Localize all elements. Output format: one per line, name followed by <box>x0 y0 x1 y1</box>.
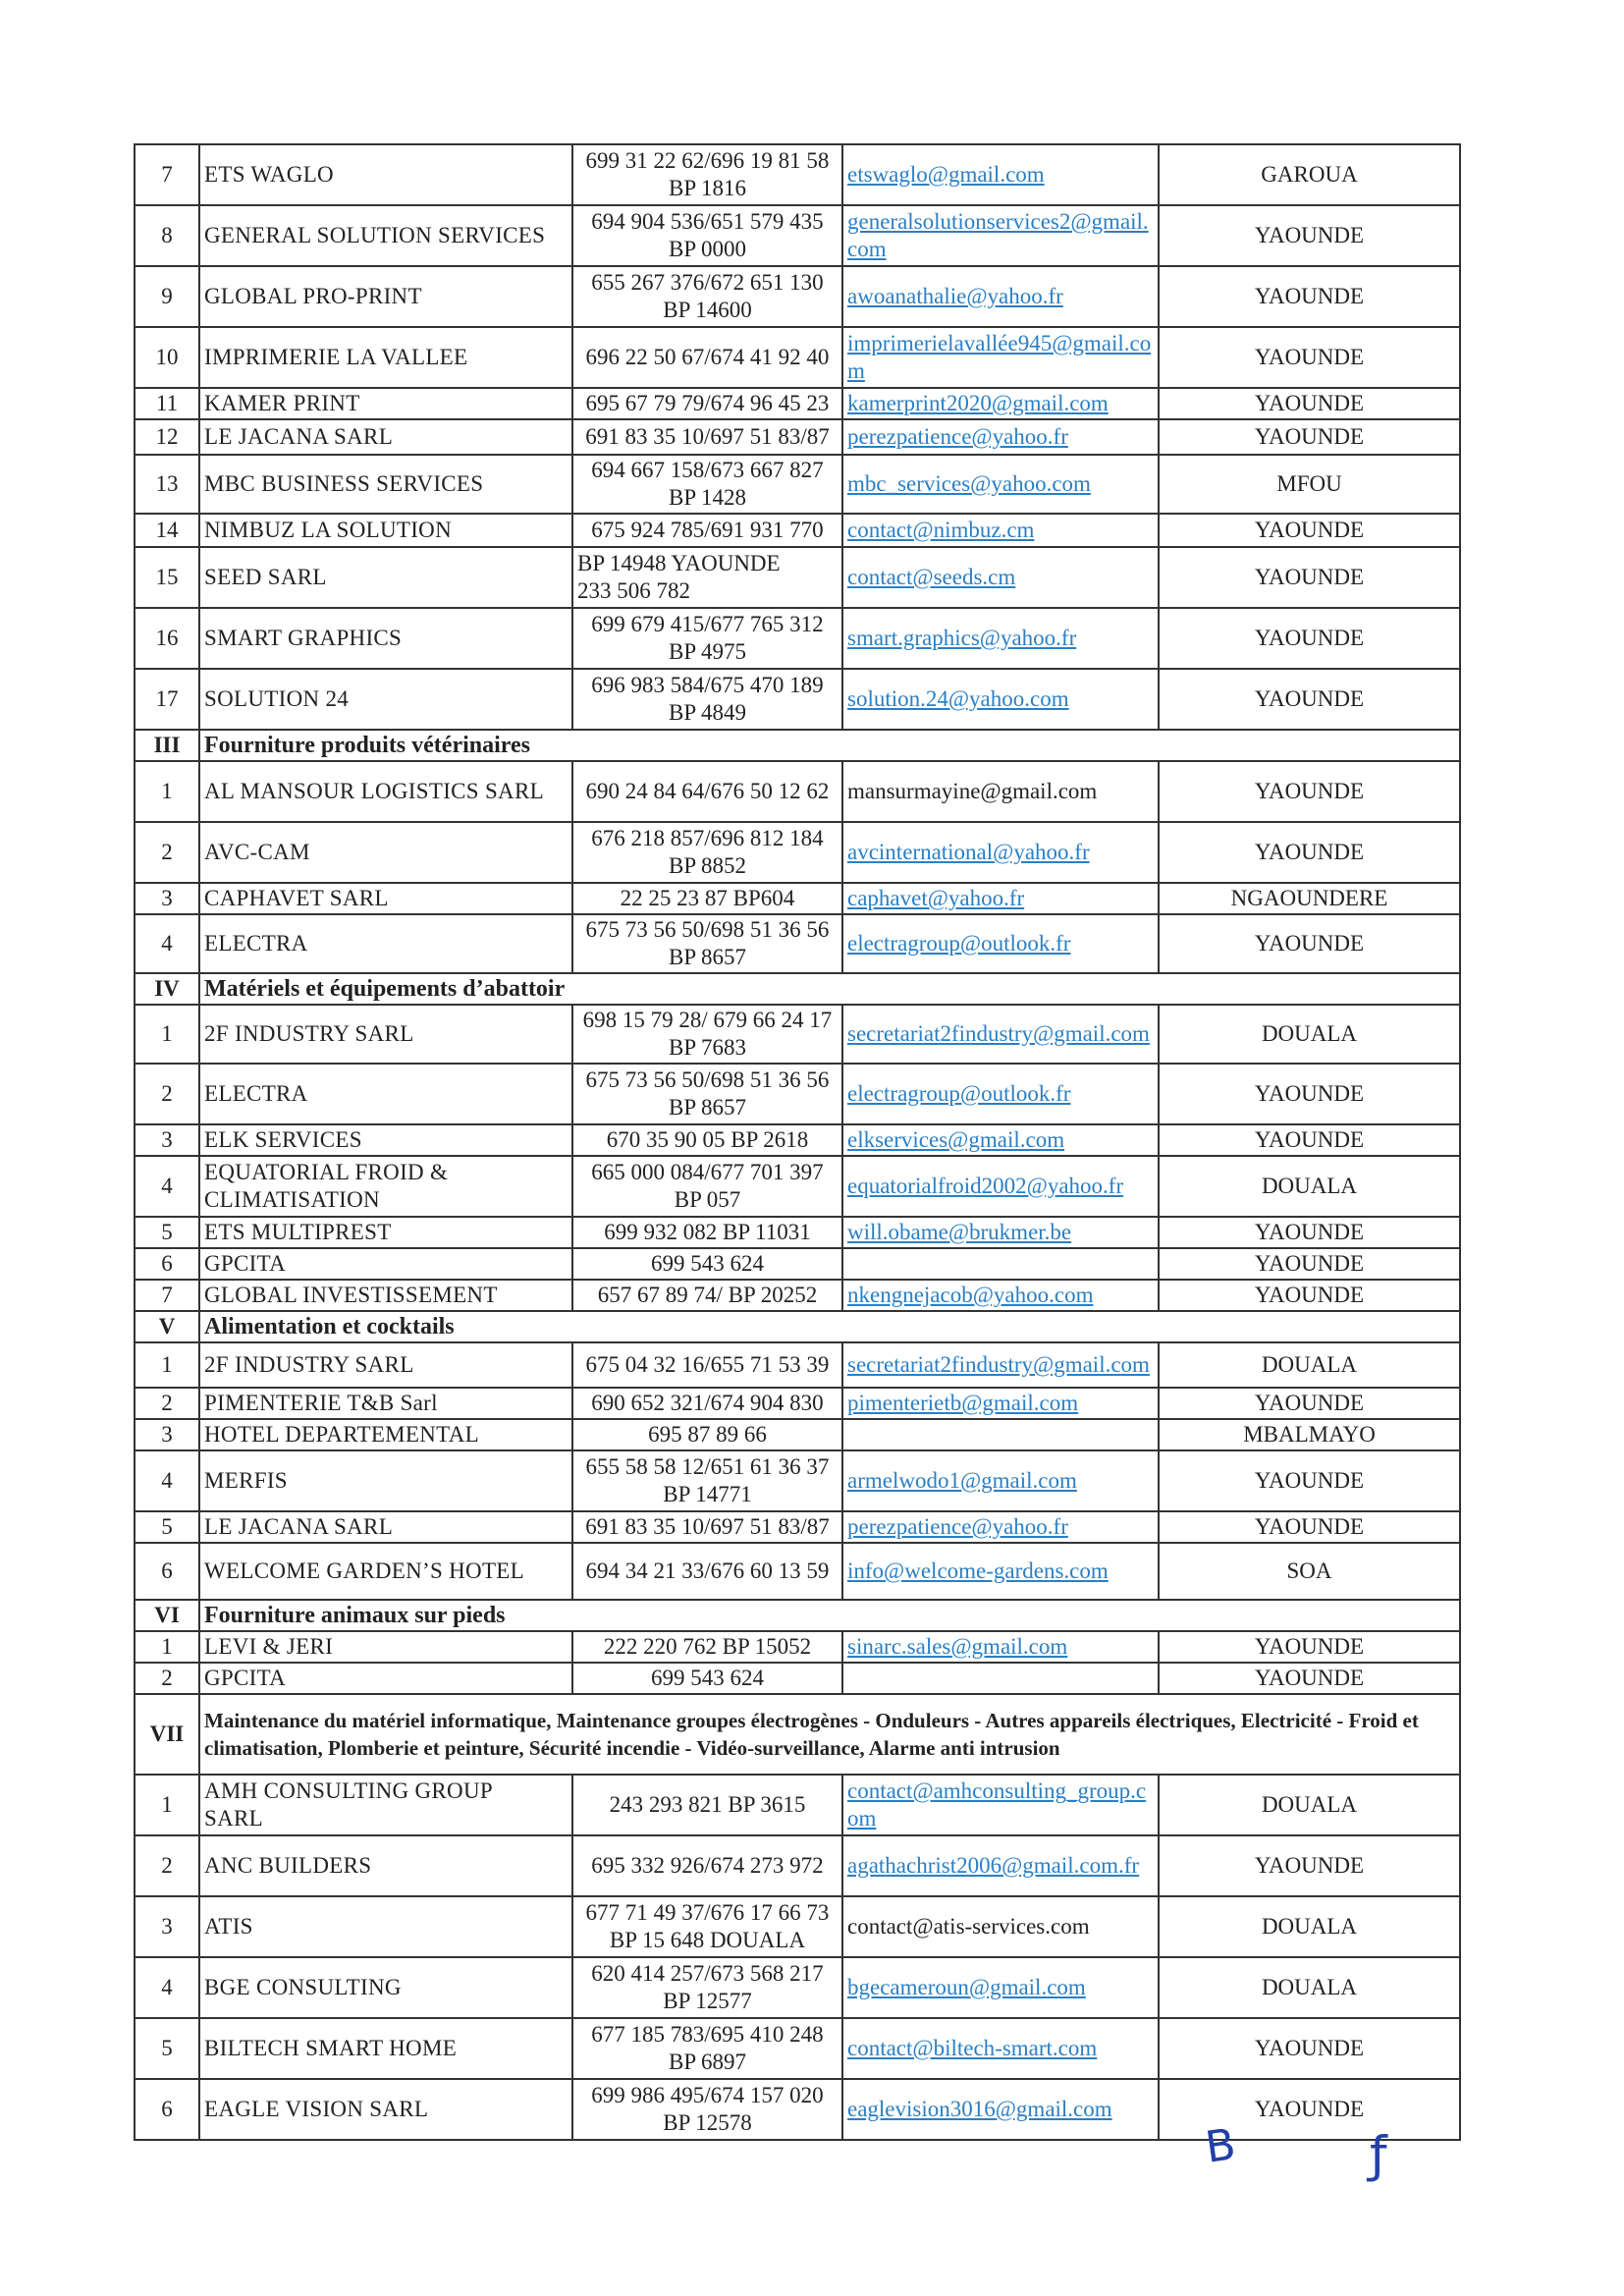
city: GAROUA <box>1159 144 1460 205</box>
section-title: Fourniture produits vétérinaires <box>199 730 1460 761</box>
phone-and-po-box: 699 986 495/674 157 020 BP 12578 <box>572 2079 842 2140</box>
supplier-row <box>135 761 1460 822</box>
phone-and-po-box: 694 904 536/651 579 435 BP 0000 <box>572 205 842 266</box>
phone-and-po-box: 675 04 32 16/655 71 53 39 <box>572 1342 842 1388</box>
phone-and-po-box: 620 414 257/673 568 217 BP 12577 <box>572 1957 842 2018</box>
city: YAOUNDE <box>1159 914 1460 973</box>
email-address[interactable]: etswaglo@gmail.com <box>842 144 1159 205</box>
email-address[interactable]: contact@amhconsulting_group.com <box>842 1775 1159 1835</box>
row-number: 7 <box>135 144 199 205</box>
city: YAOUNDE <box>1159 1124 1460 1156</box>
row-number: 1 <box>135 1342 199 1388</box>
email-address[interactable]: contact@biltech-smart.com <box>842 2018 1159 2079</box>
supplier-name: PIMENTERIE T&B Sarl <box>199 1388 572 1419</box>
phone-and-po-box: 243 293 821 BP 3615 <box>572 1775 842 1835</box>
row-number: 5 <box>135 1511 199 1543</box>
supplier-name: ANC BUILDERS <box>199 1835 572 1896</box>
email-address <box>842 1248 1159 1280</box>
city: MFOU <box>1159 455 1460 514</box>
row-number: 1 <box>135 1631 199 1663</box>
supplier-name: AMH CONSULTING GROUP SARL <box>199 1775 572 1835</box>
email-address: contact@atis-services.com <box>842 1896 1159 1957</box>
email-address[interactable]: caphavet@yahoo.fr <box>842 883 1159 914</box>
row-number: 8 <box>135 205 199 266</box>
email-address[interactable]: awoanathalie@yahoo.fr <box>842 266 1159 327</box>
city: MBALMAYO <box>1159 1419 1460 1450</box>
supplier-name: SMART GRAPHICS <box>199 608 572 669</box>
city: NGAOUNDERE <box>1159 883 1460 914</box>
supplier-row <box>135 1064 1460 1124</box>
supplier-name: SOLUTION 24 <box>199 669 572 730</box>
email-address[interactable]: mbc_services@yahoo.com <box>842 455 1159 514</box>
supplier-name: AL MANSOUR LOGISTICS SARL <box>199 761 572 822</box>
supplier-row <box>135 608 1460 669</box>
supplier-row <box>135 1156 1460 1217</box>
row-number: 1 <box>135 1775 199 1835</box>
row-number: 3 <box>135 1896 199 1957</box>
email-address[interactable]: secretariat2findustry@gmail.com <box>842 1342 1159 1388</box>
supplier-name: ELECTRA <box>199 1064 572 1124</box>
phone-and-po-box: 670 35 90 05 BP 2618 <box>572 1124 842 1156</box>
supplier-name: KAMER PRINT <box>199 388 572 419</box>
phone-and-po-box: 655 267 376/672 651 130 BP 14600 <box>572 266 842 327</box>
section-number: III <box>135 730 199 761</box>
supplier-row <box>135 914 1460 973</box>
supplier-name: ETS WAGLO <box>199 144 572 205</box>
email-address[interactable]: eaglevision3016@gmail.com <box>842 2079 1159 2140</box>
phone-and-po-box: 222 220 762 BP 15052 <box>572 1631 842 1663</box>
row-number: 16 <box>135 608 199 669</box>
supplier-name: ELK SERVICES <box>199 1124 572 1156</box>
email-address[interactable]: perezpatience@yahoo.fr <box>842 1511 1159 1543</box>
email-address[interactable]: will.obame@brukmer.be <box>842 1217 1159 1248</box>
phone-and-po-box: 22 25 23 87 BP604 <box>572 883 842 914</box>
row-number: 6 <box>135 1248 199 1280</box>
phone-and-po-box: 675 73 56 50/698 51 36 56 BP 8657 <box>572 1064 842 1124</box>
supplier-name: CAPHAVET SARL <box>199 883 572 914</box>
city: YAOUNDE <box>1159 388 1460 419</box>
section-number: IV <box>135 973 199 1005</box>
phone-and-po-box: 695 87 89 66 <box>572 1419 842 1450</box>
row-number: 11 <box>135 388 199 419</box>
email-address[interactable]: equatorialfroid2002@yahoo.fr <box>842 1156 1159 1217</box>
supplier-row <box>135 2018 1460 2079</box>
supplier-name: GLOBAL INVESTISSEMENT <box>199 1280 572 1311</box>
city: YAOUNDE <box>1159 1217 1460 1248</box>
email-address[interactable]: solution.24@yahoo.com <box>842 669 1159 730</box>
city: DOUALA <box>1159 1156 1460 1217</box>
phone-and-po-box: 699 543 624 <box>572 1248 842 1280</box>
phone-and-po-box: 696 983 584/675 470 189 BP 4849 <box>572 669 842 730</box>
email-address <box>842 1419 1159 1450</box>
row-number: 1 <box>135 761 199 822</box>
phone-and-po-box: BP 14948 YAOUNDE 233 506 782 <box>572 547 842 608</box>
supplier-row <box>135 1511 1460 1543</box>
email-address[interactable]: perezpatience@yahoo.fr <box>842 419 1159 455</box>
email-address[interactable]: smart.graphics@yahoo.fr <box>842 608 1159 669</box>
phone-and-po-box: 675 924 785/691 931 770 <box>572 514 842 547</box>
supplier-name: SEED SARL <box>199 547 572 608</box>
city: YAOUNDE <box>1159 419 1460 455</box>
supplier-name: GPCITA <box>199 1663 572 1694</box>
supplier-row <box>135 1957 1460 2018</box>
row-number: 6 <box>135 2079 199 2140</box>
email-address[interactable]: electragroup@outlook.fr <box>842 914 1159 973</box>
row-number: 3 <box>135 1124 199 1156</box>
row-number: 7 <box>135 1280 199 1311</box>
email-address[interactable]: bgecameroun@gmail.com <box>842 1957 1159 2018</box>
supplier-row <box>135 388 1460 419</box>
supplier-register-table <box>134 143 1461 2141</box>
supplier-name: IMPRIMERIE LA VALLEE <box>199 327 572 388</box>
city: YAOUNDE <box>1159 1064 1460 1124</box>
city: YAOUNDE <box>1159 205 1460 266</box>
supplier-row <box>135 327 1460 388</box>
email-address[interactable]: electragroup@outlook.fr <box>842 1064 1159 1124</box>
city: DOUALA <box>1159 1342 1460 1388</box>
phone-and-po-box: 675 73 56 50/698 51 36 56 BP 8657 <box>572 914 842 973</box>
section-title: Matériels et équipements d’abattoir <box>199 973 1460 1005</box>
phone-and-po-box: 690 24 84 64/676 50 12 62 <box>572 761 842 822</box>
row-number: 17 <box>135 669 199 730</box>
phone-and-po-box: 694 34 21 33/676 60 13 59 <box>572 1543 842 1600</box>
supplier-name: ETS MULTIPREST <box>199 1217 572 1248</box>
row-number: 4 <box>135 1957 199 2018</box>
section-title: Fourniture animaux sur pieds <box>199 1600 1460 1631</box>
city: YAOUNDE <box>1159 669 1460 730</box>
supplier-name: NIMBUZ LA SOLUTION <box>199 514 572 547</box>
supplier-row <box>135 1248 1460 1280</box>
phone-and-po-box: 699 932 082 BP 11031 <box>572 1217 842 1248</box>
supplier-row <box>135 455 1460 514</box>
city: YAOUNDE <box>1159 327 1460 388</box>
row-number: 3 <box>135 883 199 914</box>
supplier-name: LE JACANA SARL <box>199 419 572 455</box>
supplier-row <box>135 1005 1460 1064</box>
email-address[interactable]: armelwodo1@gmail.com <box>842 1450 1159 1511</box>
city: YAOUNDE <box>1159 1248 1460 1280</box>
section-header-row <box>135 1600 1460 1631</box>
phone-and-po-box: 677 185 783/695 410 248 BP 6897 <box>572 2018 842 2079</box>
supplier-name: GPCITA <box>199 1248 572 1280</box>
supplier-name: 2F INDUSTRY SARL <box>199 1005 572 1064</box>
supplier-name: 2F INDUSTRY SARL <box>199 1342 572 1388</box>
city: YAOUNDE <box>1159 1835 1460 1896</box>
phone-and-po-box: 657 67 89 74/ BP 20252 <box>572 1280 842 1311</box>
supplier-row <box>135 1775 1460 1835</box>
section-title: Maintenance du matériel informatique, Maintenance groupes électrogènes - Onduleurs - Autres appareils électriques, Electricité - Froid et climatisation, Plomberie et peinture, Sécurité incendie - Vidéo-surveillance, Alarme anti intrusion <box>199 1694 1460 1775</box>
supplier-name: BILTECH SMART HOME <box>199 2018 572 2079</box>
supplier-row <box>135 822 1460 883</box>
email-address[interactable]: imprimerielavallée945@gmail.com <box>842 327 1159 388</box>
supplier-name: LE JACANA SARL <box>199 1511 572 1543</box>
city: SOA <box>1159 1543 1460 1600</box>
supplier-row <box>135 205 1460 266</box>
supplier-row <box>135 2079 1460 2140</box>
supplier-name: ELECTRA <box>199 914 572 973</box>
row-number: 15 <box>135 547 199 608</box>
city: DOUALA <box>1159 1896 1460 1957</box>
phone-and-po-box: 691 83 35 10/697 51 83/87 <box>572 419 842 455</box>
city: DOUALA <box>1159 1775 1460 1835</box>
section-header-row <box>135 1311 1460 1342</box>
row-number: 2 <box>135 822 199 883</box>
section-header-row <box>135 973 1460 1005</box>
supplier-row <box>135 547 1460 608</box>
email-address[interactable]: agathachrist2006@gmail.com.fr <box>842 1835 1159 1896</box>
section-number: V <box>135 1311 199 1342</box>
row-number: 10 <box>135 327 199 388</box>
supplier-name: MBC BUSINESS SERVICES <box>199 455 572 514</box>
supplier-row <box>135 419 1460 455</box>
row-number: 5 <box>135 2018 199 2079</box>
city: YAOUNDE <box>1159 2018 1460 2079</box>
supplier-row <box>135 514 1460 547</box>
email-address[interactable]: info@welcome-gardens.com <box>842 1543 1159 1600</box>
city: YAOUNDE <box>1159 547 1460 608</box>
phone-and-po-box: 665 000 084/677 701 397 BP 057 <box>572 1156 842 1217</box>
city: DOUALA <box>1159 1005 1460 1064</box>
email-address[interactable]: elkservices@gmail.com <box>842 1124 1159 1156</box>
phone-and-po-box: 677 71 49 37/676 17 66 73 BP 15 648 DOUALA <box>572 1896 842 1957</box>
supplier-row <box>135 1388 1460 1419</box>
section-number: VI <box>135 1600 199 1631</box>
row-number: 2 <box>135 1835 199 1896</box>
section-number: VII <box>135 1694 199 1775</box>
section-header-row <box>135 1694 1460 1775</box>
section-header-row <box>135 730 1460 761</box>
supplier-name: BGE CONSULTING <box>199 1957 572 2018</box>
phone-and-po-box: 696 22 50 67/674 41 92 40 <box>572 327 842 388</box>
supplier-row <box>135 1450 1460 1511</box>
city: YAOUNDE <box>1159 1280 1460 1311</box>
initial-signature-1: B <box>1202 2119 1239 2173</box>
supplier-row <box>135 1631 1460 1663</box>
row-number: 3 <box>135 1419 199 1450</box>
row-number: 4 <box>135 914 199 973</box>
supplier-row <box>135 1896 1460 1957</box>
supplier-row <box>135 1280 1460 1311</box>
row-number: 4 <box>135 1156 199 1217</box>
email-address[interactable]: nkengnejacob@yahoo.com <box>842 1280 1159 1311</box>
phone-and-po-box: 690 652 321/674 904 830 <box>572 1388 842 1419</box>
supplier-row <box>135 669 1460 730</box>
supplier-row <box>135 1835 1460 1896</box>
city: YAOUNDE <box>1159 1631 1460 1663</box>
supplier-name: GLOBAL PRO-PRINT <box>199 266 572 327</box>
row-number: 2 <box>135 1663 199 1694</box>
phone-and-po-box: 699 679 415/677 765 312 BP 4975 <box>572 608 842 669</box>
supplier-row <box>135 1543 1460 1600</box>
supplier-row <box>135 1342 1460 1388</box>
phone-and-po-box: 694 667 158/673 667 827 BP 1428 <box>572 455 842 514</box>
row-number: 6 <box>135 1543 199 1600</box>
supplier-name: WELCOME GARDEN’S HOTEL <box>199 1543 572 1600</box>
city: YAOUNDE <box>1159 1450 1460 1511</box>
supplier-row <box>135 1124 1460 1156</box>
supplier-row <box>135 883 1460 914</box>
supplier-row <box>135 144 1460 205</box>
email-address[interactable]: avcinternational@yahoo.fr <box>842 822 1159 883</box>
email-address <box>842 1663 1159 1694</box>
supplier-name: AVC-CAM <box>199 822 572 883</box>
phone-and-po-box: 676 218 857/696 812 184 BP 8852 <box>572 822 842 883</box>
city: DOUALA <box>1159 1957 1460 2018</box>
phone-and-po-box: 698 15 79 28/ 679 66 24 17 BP 7683 <box>572 1005 842 1064</box>
row-number: 13 <box>135 455 199 514</box>
supplier-name: GENERAL SOLUTION SERVICES <box>199 205 572 266</box>
supplier-name: MERFIS <box>199 1450 572 1511</box>
phone-and-po-box: 691 83 35 10/697 51 83/87 <box>572 1511 842 1543</box>
city: YAOUNDE <box>1159 266 1460 327</box>
row-number: 12 <box>135 419 199 455</box>
city: YAOUNDE <box>1159 1388 1460 1419</box>
supplier-row <box>135 266 1460 327</box>
city: YAOUNDE <box>1159 514 1460 547</box>
city: YAOUNDE <box>1159 822 1460 883</box>
email-address[interactable]: contact@seeds.cm <box>842 547 1159 608</box>
supplier-name: HOTEL DEPARTEMENTAL <box>199 1419 572 1450</box>
phone-and-po-box: 695 332 926/674 273 972 <box>572 1835 842 1896</box>
row-number: 2 <box>135 1064 199 1124</box>
phone-and-po-box: 655 58 58 12/651 61 36 37 BP 14771 <box>572 1450 842 1511</box>
city: YAOUNDE <box>1159 1663 1460 1694</box>
supplier-row <box>135 1217 1460 1248</box>
supplier-name: LEVI & JERI <box>199 1631 572 1663</box>
row-number: 4 <box>135 1450 199 1511</box>
phone-and-po-box: 695 67 79 79/674 96 45 23 <box>572 388 842 419</box>
city: YAOUNDE <box>1159 608 1460 669</box>
email-address[interactable]: sinarc.sales@gmail.com <box>842 1631 1159 1663</box>
email-address[interactable]: secretariat2findustry@gmail.com <box>842 1005 1159 1064</box>
email-address[interactable]: pimenterietb@gmail.com <box>842 1388 1159 1419</box>
row-number: 5 <box>135 1217 199 1248</box>
supplier-name: EAGLE VISION SARL <box>199 2079 572 2140</box>
row-number: 14 <box>135 514 199 547</box>
email-address[interactable]: generalsolutionservices2@gmail.com <box>842 205 1159 266</box>
city: YAOUNDE <box>1159 761 1460 822</box>
section-title: Alimentation et cocktails <box>199 1311 1460 1342</box>
email-address: mansurmayine@gmail.com <box>842 761 1159 822</box>
initial-signature-2: ƒ <box>1370 2126 1387 2183</box>
email-address[interactable]: kamerprint2020@gmail.com <box>842 388 1159 419</box>
supplier-row <box>135 1419 1460 1450</box>
supplier-name: ATIS <box>199 1896 572 1957</box>
row-number: 9 <box>135 266 199 327</box>
row-number: 2 <box>135 1388 199 1419</box>
phone-and-po-box: 699 543 624 <box>572 1663 842 1694</box>
email-address[interactable]: contact@nimbuz.cm <box>842 514 1159 547</box>
supplier-row <box>135 1663 1460 1694</box>
city: YAOUNDE <box>1159 1511 1460 1543</box>
phone-and-po-box: 699 31 22 62/696 19 81 58 BP 1816 <box>572 144 842 205</box>
row-number: 1 <box>135 1005 199 1064</box>
city: YAOUNDE <box>1159 2079 1460 2140</box>
supplier-name: EQUATORIAL FROID & CLIMATISATION <box>199 1156 572 1217</box>
